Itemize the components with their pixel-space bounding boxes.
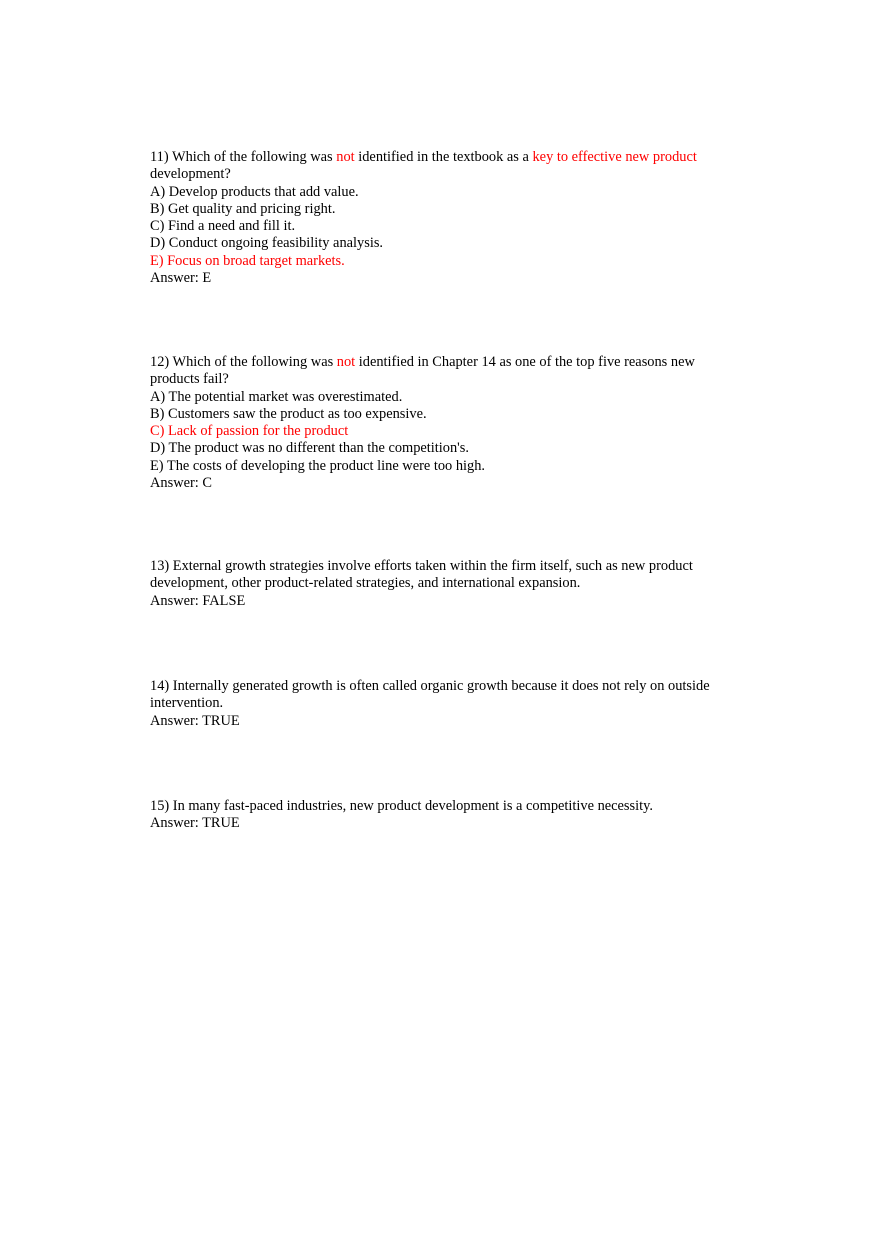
highlight-key-phrase: key to effective new product	[532, 149, 697, 165]
answer: Answer: C	[150, 475, 212, 492]
stem-text: identified in the textbook as a	[354, 149, 533, 165]
answer: Answer: E	[150, 270, 212, 287]
question-15	[150, 798, 740, 833]
question-stem: 14) Internally generated growth is often called organic growth because it does not rely on outside intervention.	[150, 678, 710, 712]
question-11	[150, 149, 740, 287]
option-c: C) Find a need and fill it.	[150, 218, 296, 235]
stem-text: 12) Which of the following was	[150, 354, 337, 370]
question-stem	[150, 354, 740, 389]
question-stem	[150, 149, 740, 184]
option-e-correct: E) Focus on broad target markets.	[150, 252, 345, 269]
option-a: A) Develop products that add value.	[150, 183, 359, 200]
option-d: D) The product was no different than the competition's.	[150, 440, 469, 457]
highlight-not: not	[336, 354, 356, 370]
question-13	[150, 558, 740, 610]
question-14	[150, 678, 740, 730]
option-b: B) Get quality and pricing right.	[150, 200, 336, 217]
option-c-correct: C) Lack of passion for the product	[150, 423, 349, 440]
answer: Answer: TRUE	[150, 815, 240, 832]
answer: Answer: FALSE	[150, 592, 246, 609]
stem-text: development?	[150, 166, 231, 183]
option-d: D) Conduct ongoing feasibility analysis.	[150, 235, 384, 252]
stem-text: identified in Chapter 14 as one of the top five reasons new products fail?	[150, 354, 695, 388]
stem-text: 11) Which of the following was	[150, 149, 337, 165]
question-12	[150, 354, 740, 492]
answer: Answer: TRUE	[150, 712, 240, 729]
highlight-not: not	[336, 149, 355, 165]
option-b: B) Customers saw the product as too expensive.	[150, 405, 427, 422]
question-stem: 15) In many fast-paced industries, new product development is a competitive necessity.	[150, 798, 653, 814]
question-stem: 13) External growth strategies involve efforts taken within the firm itself, such as new product development, other product-related strategies, and international expansion.	[150, 558, 693, 592]
option-e: E) The costs of developing the product line were too high.	[150, 457, 486, 474]
option-a: A) The potential market was overestimated.	[150, 388, 403, 405]
